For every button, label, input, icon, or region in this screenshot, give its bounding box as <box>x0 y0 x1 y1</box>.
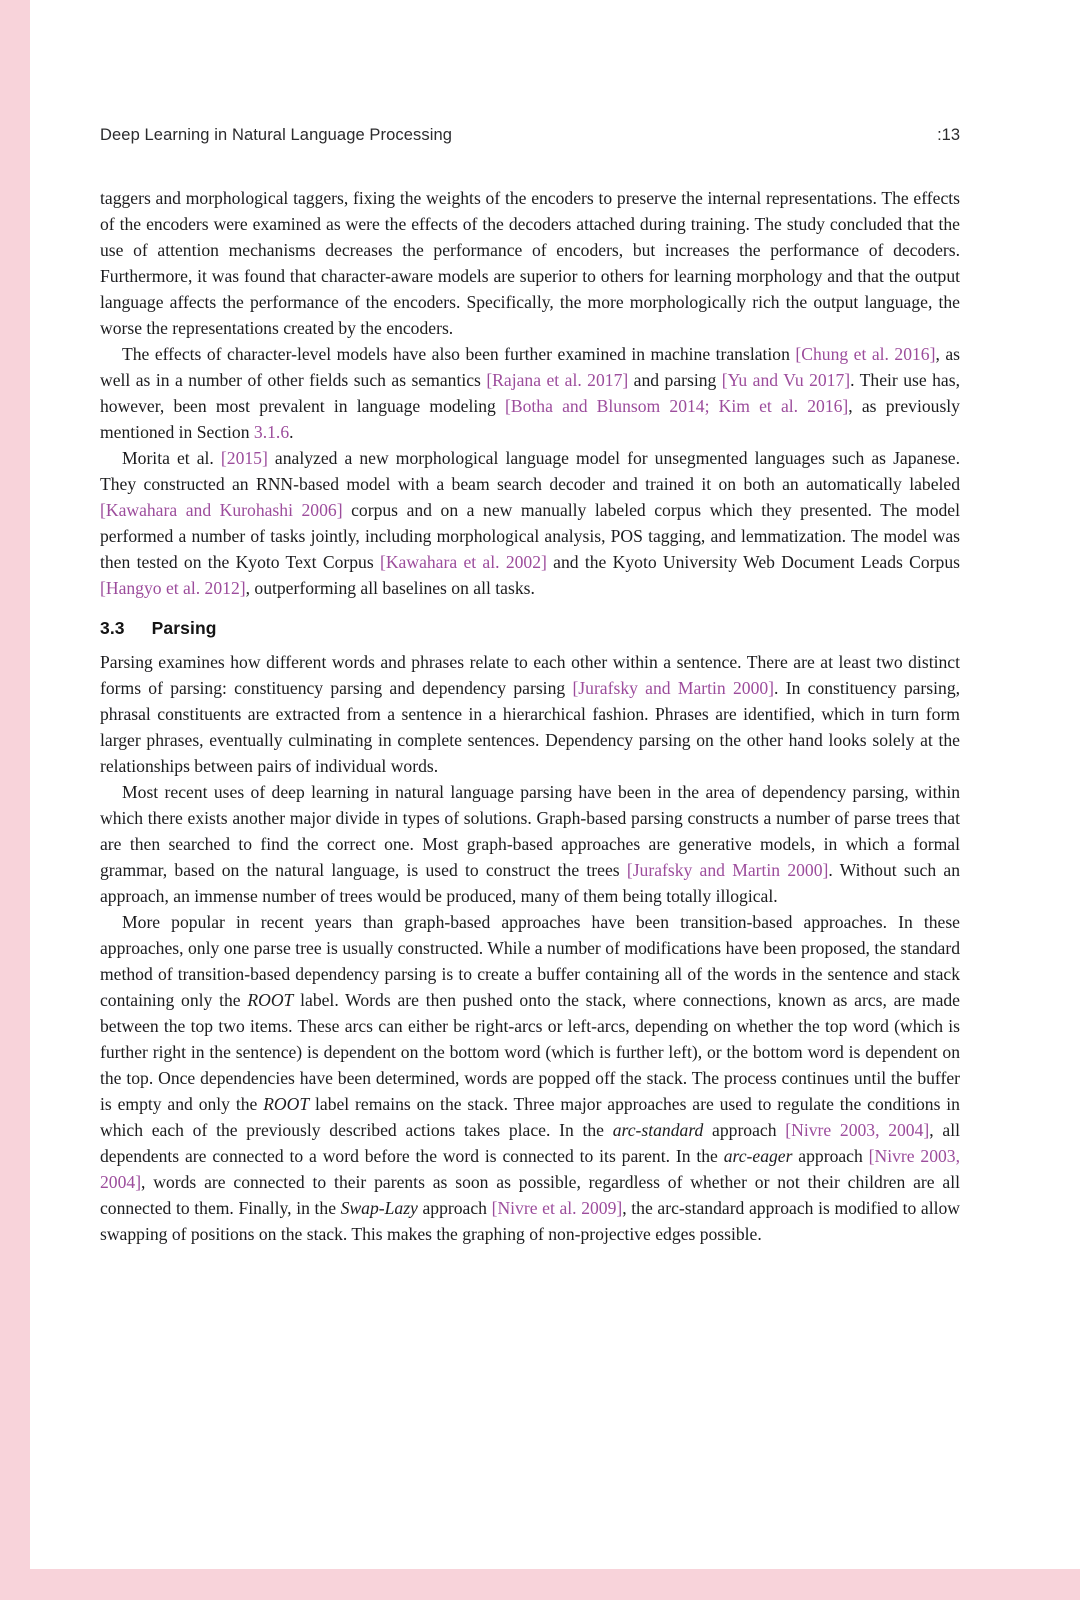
paragraph <box>100 445 960 601</box>
emphasis-text: ROOT <box>263 1094 310 1114</box>
body-text: . Without such an approach, an immense number of trees would be produced, many of them being totally illogical. <box>100 860 960 906</box>
body-text: approach <box>417 1198 492 1218</box>
body-text: Most recent uses of deep learning in natural language parsing have been in the area of dependency parsing, within which there exists another major divide in types of solutions. Graph-based parsing constructs a number of parse trees that are then searched to find the correct one. Most graph-based approaches are generative models, in which a formal grammar, based on the natural language, is used to construct the trees <box>100 782 960 880</box>
citation-link[interactable]: [Botha and Blunsom 2014; Kim et al. 2016] <box>505 396 849 416</box>
body-text: Morita et al. <box>122 448 221 468</box>
citation-link[interactable]: [Nivre et al. 2009] <box>491 1198 623 1218</box>
section-number: 3.3 <box>100 618 125 638</box>
emphasis-text: arc-standard <box>612 1120 704 1140</box>
citation-link[interactable]: 3.1.6 <box>253 422 290 442</box>
body-text: , the arc-standard approach is modified to allow swapping of positions on the stack. This makes the graphing of non-projective edges possible. <box>100 1198 960 1244</box>
paragraph <box>100 649 960 779</box>
paragraph <box>100 909 960 1247</box>
body-text: Parsing examines how different words and phrases relate to each other within a sentence. There are at least two distinct forms of parsing: constituency parsing and dependency parsing <box>100 652 960 698</box>
citation-link[interactable]: [Hangyo et al. 2012] <box>100 578 246 598</box>
body-text: label. Words are then pushed onto the stack, where connections, known as arcs, are made between the top two items. These arcs can either be right-arcs or left-arcs, depending on whether the top word (which is further right in the sentence) is dependent on the bottom word (which is further left), or the bottom word is dependent on the top. Once dependencies have been determined, words are popped off the stack. The process continues until the buffer is empty and only the <box>100 990 960 1114</box>
body-text: label remains on the stack. Three major approaches are used to regulate the conditions in which each of the previously described actions takes place. In the <box>100 1094 960 1140</box>
body-text: , as well as in a number of other fields such as semantics <box>100 344 960 390</box>
body-text: approach <box>703 1120 786 1140</box>
page-edge-bottom <box>0 1569 1080 1600</box>
body-text: . <box>289 422 294 442</box>
body-text: and parsing <box>628 370 722 390</box>
body-text: and the Kyoto University Web Document Leads Corpus <box>546 552 960 572</box>
emphasis-text: ROOT <box>247 990 294 1010</box>
citation-link[interactable]: [Rajana et al. 2017] <box>486 370 629 390</box>
section-title: Parsing <box>151 618 217 638</box>
citation-link[interactable]: [Nivre 2003, 2004] <box>785 1120 930 1140</box>
body-text: analyzed a new morphological language model for unsegmented languages such as Japanese. They constructed an RNN-based model with a beam search decoder and trained it on both an automatically labeled <box>100 448 961 494</box>
page-content <box>100 126 960 1247</box>
citation-link[interactable]: [Chung et al. 2016] <box>795 344 936 364</box>
body-text: . Their use has, however, been most prevalent in language modeling <box>100 370 960 416</box>
citation-link[interactable]: [Jurafsky and Martin 2000] <box>572 678 775 698</box>
body-text: approach <box>792 1146 869 1166</box>
citation-link[interactable]: [Kawahara et al. 2002] <box>379 552 547 572</box>
section-heading <box>100 618 960 639</box>
page-edge-left <box>0 0 30 1600</box>
citation-link[interactable]: [Kawahara and Kurohashi 2006] <box>100 500 343 520</box>
paragraph <box>100 185 960 341</box>
body-text: The effects of character-level models have also been further examined in machine translation <box>122 344 796 364</box>
citation-link[interactable]: [Jurafsky and Martin 2000] <box>626 860 829 880</box>
body-text: More popular in recent years than graph-based approaches have been transition-based approaches. In these approaches, only one parse tree is usually constructed. While a number of modifications have been proposed, the standard method of transition-based dependency parsing is to create a buffer containing all of the words in the sentence and stack containing only the <box>100 912 960 1010</box>
paragraph <box>100 779 960 909</box>
body-text: , outperforming all baselines on all tasks. <box>245 578 535 598</box>
emphasis-text: arc-eager <box>723 1146 793 1166</box>
running-header <box>100 126 960 145</box>
emphasis-text: Swap-Lazy <box>340 1198 418 1218</box>
citation-link[interactable]: [Nivre 2003, 2004] <box>100 1146 960 1192</box>
citation-link[interactable]: [Yu and Vu 2017] <box>721 370 851 390</box>
article-body <box>100 185 960 1247</box>
body-text: , words are connected to their parents as soon as possible, regardless of whether or not their children are all connected to them. Finally, in the <box>100 1172 960 1218</box>
body-text: corpus and on a new manually labeled corpus which they presented. The model performed a number of tasks jointly, including morphological analysis, POS tagging, and lemmatization. The model was then tested on the Kyoto Text Corpus <box>100 500 960 572</box>
citation-link[interactable]: [2015] <box>220 448 268 468</box>
body-text: . In constituency parsing, phrasal constituents are extracted from a sentence in a hierarchical fashion. Phrases are identified, which in turn form larger phrases, eventually culminating in complete sentences. Dependency parsing on the other hand looks solely at the relationships between pairs of individual words. <box>100 678 961 776</box>
page-number: :13 <box>937 126 960 144</box>
paragraph <box>100 341 960 445</box>
body-text: taggers and morphological taggers, fixing the weights of the encoders to preserve the internal representations. The effects of the encoders were examined as were the effects of the decoders attached during training. The study concluded that the use of attention mechanisms decreases the performance of encoders, but increases the performance of decoders. Furthermore, it was found that character-aware models are superior to others for learning morphology and that the output language affects the performance of the encoders. Specifically, the more morphologically rich the output language, the worse the representations created by the encoders. <box>100 188 960 338</box>
body-text: , as previously mentioned in Section <box>100 396 960 442</box>
running-title: Deep Learning in Natural Language Processing <box>100 126 453 144</box>
body-text: , all dependents are connected to a word before the word is connected to its parent. In the <box>100 1120 960 1166</box>
